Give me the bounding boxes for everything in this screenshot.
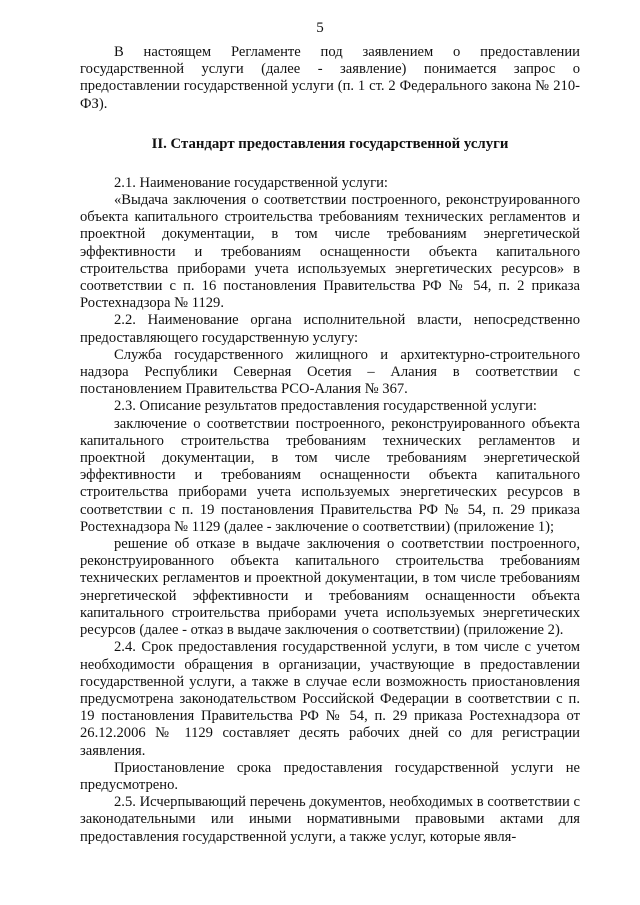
paragraph-2-3-result-1: заключение о соответствии построенного, реконструированного объекта капитального строительства требованиям технических регламентов и проектной документации, в том числе требованиям энергетической эффективности и требованиям оснащенности объекта капитального строительства приборами учета используемых энергетических ресурсов в соответствии с п. 19 постановления Правительства РФ № 54, п. 29 приказа Ростехнадзора № 1129 (далее - заключение о соответствии) (приложение 1); (80, 415, 580, 535)
paragraph-2-5: 2.5. Исчерпывающий перечень документов, необходимых в соответствии с законодательными или иными нормативными правовыми актами для предоставления государственной услуги, а также услуг, которые явля- (80, 794, 580, 845)
paragraph-2-1-text: «Выдача заключения о соответствии построенного, реконструированного объекта капитального строительства требованиям технических регламентов и проектной документации, в том числе требованиям энергетической эффективности и требованиям оснащенности объекта капитального строительства приборами учета используемых энергетических ресурсов» в соответствии с п. 16 постановления Правительства РФ № 54, п. 2 приказа Ростехнадзора № 1129. (80, 192, 580, 312)
paragraph-2-3-result-2: решение об отказе в выдаче заключения о соответствии построенного, реконструированного объекта капитального строительства требованиям технических регламентов и проектной документации, в том числе требованиям энергетической эффективности и требованиям оснащенности объекта капитального строительства приборами учета используемых энергетических ресурсов (далее - отказ в выдаче заключения о соответствии) (приложение 2). (80, 536, 580, 639)
paragraph-suspension: Приостановление срока предоставления государственной услуги не предусмотрено. (80, 759, 580, 793)
section-heading: II. Стандарт предоставления государственной услуги (151, 135, 509, 152)
paragraph-2-2-text: Служба государственного жилищного и архитектурно-строительного надзора Республики Северная Осетия – Алания в соответствии с постановлением Правительства РСО-Алания № 367. (80, 346, 580, 398)
document-body (80, 44, 580, 846)
page-number: 5 (316, 20, 324, 36)
paragraph-2-3-title: 2.3. Описание результатов предоставления государственной услуги: (114, 398, 537, 415)
intro-paragraph: В настоящем Регламенте под заявлением о предоставлении государственной услуги (далее - заявление) понимается запрос о предоставлении государственной услуги (п. 1 ст. 2 Федерального закона № 210-ФЗ). (80, 44, 580, 112)
paragraph-2-1-title: 2.1. Наименование государственной услуги: (114, 174, 388, 191)
paragraph-2-2-title: 2.2. Наименование органа исполнительной власти, непосредственно предоставляющего государственную услугу: (80, 312, 580, 346)
paragraph-2-4: 2.4. Срок предоставления государственной услуги, в том числе с учетом необходимости обращения в организации, участвующие в предоставлении государственной услуги, а также в случае если возможность приостановления предусмотрена законодательством Российской Федерации в соответствии с п. 19 постановления Правительства РФ № 54, п. 29 приказа Ростехнадзора от 26.12.2006 № 1129 составляет десять рабочих дней со для регистрации заявления. (80, 639, 580, 759)
